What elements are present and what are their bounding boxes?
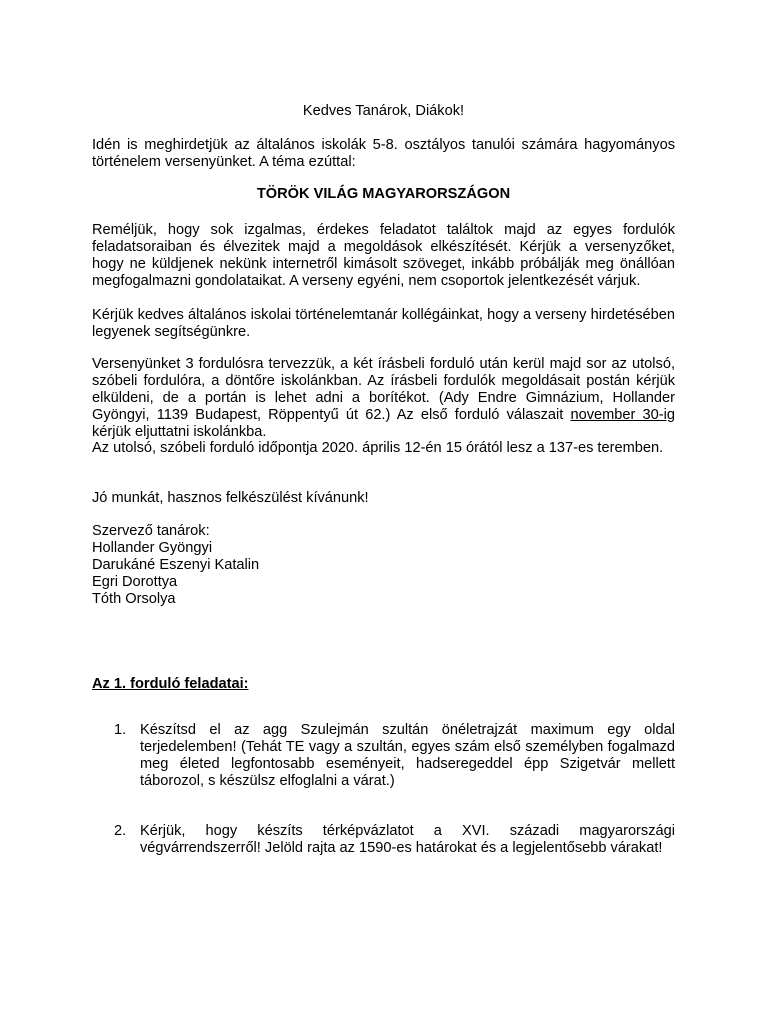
organizer-name: Tóth Orsolya	[92, 591, 176, 607]
organizers-block	[92, 523, 675, 608]
rounds-text-end: kérjük eljuttatni iskolánkba.	[92, 424, 267, 440]
organizer-name: Darukáné Eszenyi Katalin	[92, 557, 260, 573]
closing-line: Jó munkát, hasznos felkészülést kívánunk!	[92, 490, 369, 506]
greeting: Kedves Tanárok, Diákok!	[302, 103, 465, 119]
paragraph-final-date: Az utolsó, szóbeli forduló időpontja 2020. április 12-én 15 órától lesz a 137-es teremben.	[92, 440, 664, 456]
task-number: 1.	[114, 722, 127, 738]
intro-paragraph: Idén is meghirdetjük az általános iskolák 5-8. osztályos tanulói számára hagyományos történelem versenyünket. A téma ezúttal:	[92, 137, 675, 170]
deadline-date: november 30-ig	[570, 407, 675, 423]
task-number: 2.	[114, 823, 127, 839]
task-item	[114, 722, 675, 790]
organizers-label: Szervező tanárok:	[92, 523, 210, 539]
round-heading: Az 1. forduló feladatai:	[92, 676, 249, 692]
rounds-text: Versenyünket 3 fordulósra tervezzük, a két írásbeli forduló után kerül majd sor az utolsó, szóbeli fordulóra, a döntőre iskolánkban. Az írásbeli fordulók megoldásait postán kérjük elküldeni, de a portán is lehet adni a borítékot. (Ady Endre Gimnázium, Hollander Gyöngyi, 1139 Budapest, Röppentyű út 62.) Az első forduló válaszait	[92, 356, 675, 423]
task-text: Készítsd el az agg Szulejmán szultán önéletrajzát maximum egy oldal terjedelemben! (Tehát TE vagy a szultán, egyes szám első személyben fogalmazd meg életed legfontosabb eseményeit, hadseregeddel épp Szigetvár mellett táborozol, s készülsz elfoglalni a várat.)	[140, 722, 675, 789]
paragraph-rounds	[92, 356, 675, 441]
paragraph-expectations: Reméljük, hogy sok izgalmas, érdekes feladatot találtok majd az egyes fordulók feladatsoraiban és élvezitek majd a megoldások elkészítését. Kérjük a versenyzőket, hogy ne küldjenek nekünk internetről kimásolt szöveget, inkább próbálják meg önállóan megfogalmazni gondolataikat. A verseny egyéni, nem csoportok jelentkezését várjuk.	[92, 222, 675, 289]
theme-title: TÖRÖK VILÁG MAGYARORSZÁGON	[256, 186, 511, 202]
paragraph-teachers: Kérjük kedves általános iskolai történelemtanár kollégáinkat, hogy a verseny hirdetésében legyenek segítségünkre.	[92, 307, 675, 340]
organizer-name: Hollander Gyöngyi	[92, 540, 213, 556]
task-text: Kérjük, hogy készíts térképvázlatot a XVI. századi magyarországi végvárrendszerről! Jelöld rajta az 1590-es határokat és a legjelentősebb várakat!	[140, 823, 675, 856]
organizer-name: Egri Dorottya	[92, 574, 178, 590]
task-item	[114, 823, 675, 857]
